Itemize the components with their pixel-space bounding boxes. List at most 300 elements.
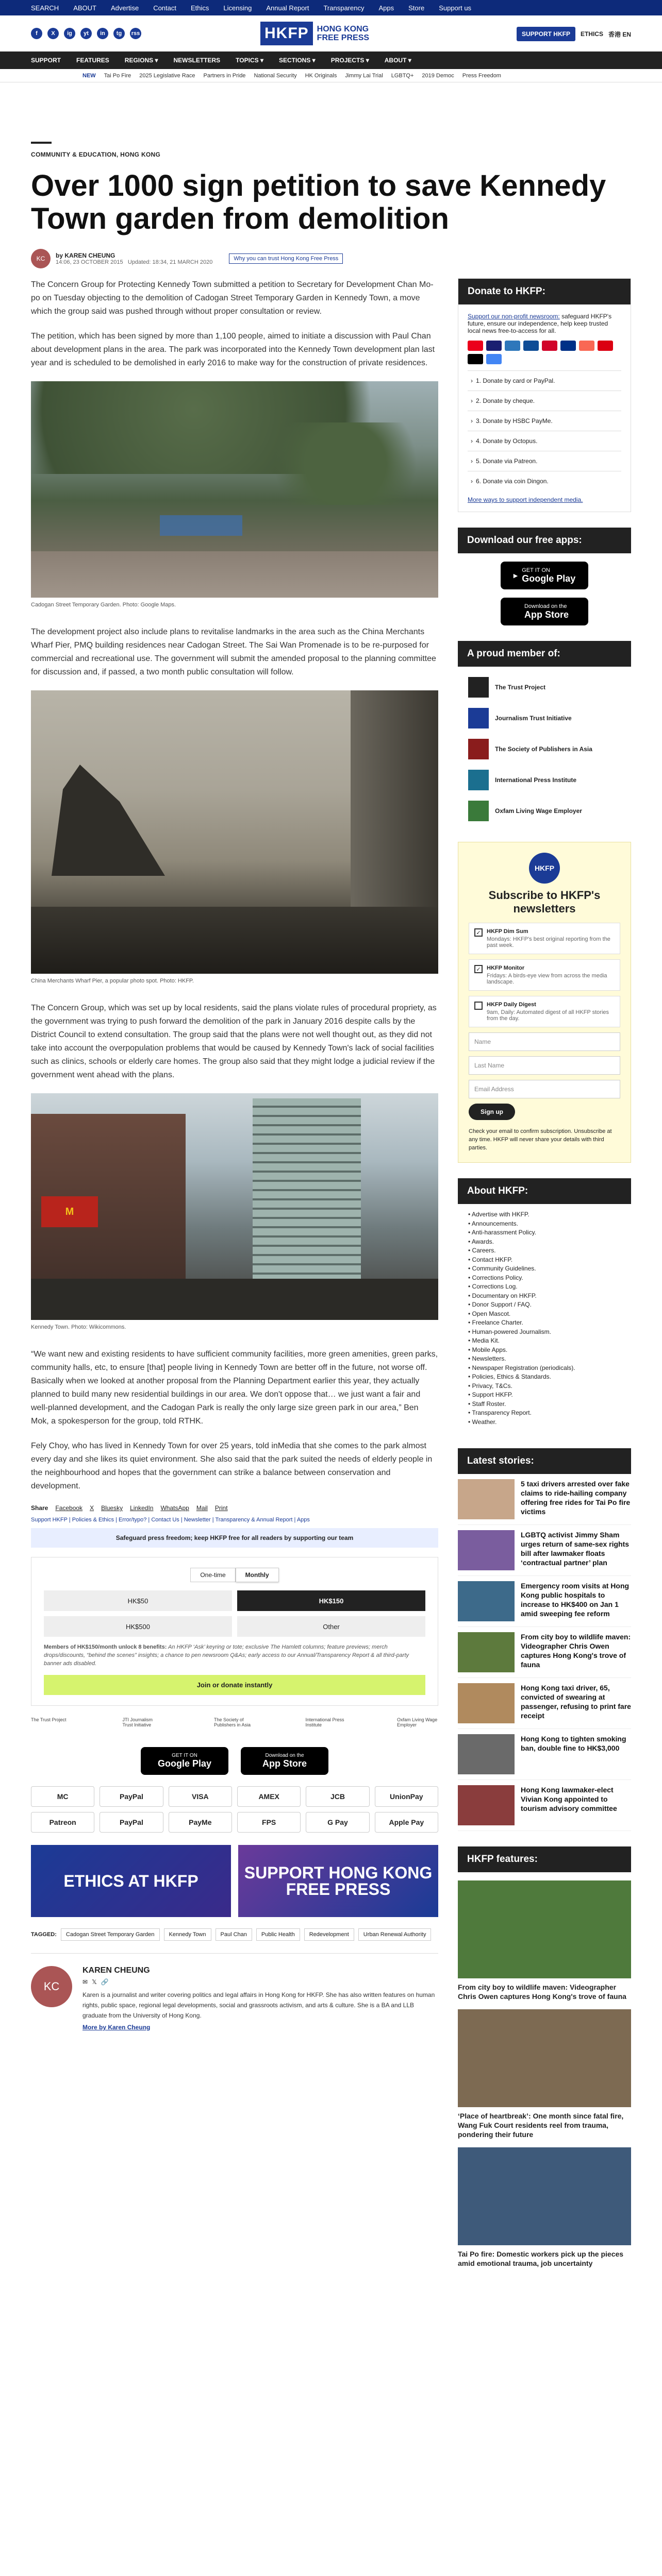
paragraph: The Concern Group, which was set up by local residents, said the plans violate rules of procedural propriety, as the government was trying to push forward the demolition of the park in January 2016 despite calls by the District Council to extend consultation. The group said that the plans were not well thought out, as they did not take into account the overpopulation problems that would be caused by Kennedy Town's lack of social facilities such as clinics, schools or elderly care homes. The group also said that they might lodge a judicial review if the government went ahead with the plans. bbox=[31, 1004, 437, 1079]
member-org[interactable] bbox=[458, 795, 631, 826]
bullet-icon: • bbox=[468, 1382, 472, 1389]
member-org-name: Oxfam Living Wage Employer bbox=[495, 807, 582, 815]
org-logo-icon bbox=[468, 739, 489, 759]
latest-story[interactable] bbox=[458, 1729, 631, 1780]
about-link[interactable] bbox=[468, 1274, 621, 1283]
topbar-link-2[interactable]: Advertise bbox=[110, 4, 139, 12]
logo-mark: HKFP bbox=[260, 22, 313, 45]
ethics-link[interactable]: ETHICS bbox=[580, 30, 603, 38]
nav-item[interactable]: SUPPORT bbox=[31, 57, 61, 64]
about-link[interactable] bbox=[468, 1418, 621, 1427]
about-link-label: Transparency Report. bbox=[472, 1409, 532, 1416]
share-bar bbox=[31, 1504, 438, 1512]
email-icon[interactable]: ✉ bbox=[82, 1978, 88, 1986]
about-heading: About HKFP: bbox=[458, 1178, 631, 1204]
donate-heading: Donate to HKFP: bbox=[458, 279, 631, 304]
article-title: Over 1000 sign petition to save Kennedy Town garden from demolition bbox=[31, 169, 606, 235]
article-category[interactable]: COMMUNITY & EDUCATION, HONG KONG bbox=[31, 151, 161, 158]
donate-method-label: 3. Donate by HSBC PayMe. bbox=[476, 417, 553, 425]
app-store-small: Download on the bbox=[265, 1753, 304, 1758]
google-play-small: GET IT ON bbox=[172, 1753, 197, 1758]
tags-label: TAGGED: bbox=[31, 1931, 57, 1938]
share-link[interactable]: WhatsApp bbox=[160, 1504, 189, 1512]
newsletter-option[interactable] bbox=[469, 959, 620, 991]
member-org-name: International Press Institute bbox=[495, 776, 577, 784]
payment-method: UnionPay bbox=[375, 1786, 438, 1807]
member-org[interactable] bbox=[458, 765, 631, 795]
payment-method: AMEX bbox=[237, 1786, 301, 1807]
partner-logo[interactable]: The Trust Project bbox=[31, 1717, 67, 1722]
sidebar-app-store-button[interactable] bbox=[501, 598, 588, 625]
ticker-item[interactable]: National Security bbox=[254, 72, 297, 79]
bullet-icon: • bbox=[468, 1247, 472, 1254]
category-rule bbox=[31, 142, 52, 144]
latest-story[interactable] bbox=[458, 1780, 631, 1831]
photo-garden[interactable] bbox=[31, 381, 438, 598]
updated-date: Updated: 18:34, 21 MARCH 2020 bbox=[127, 259, 213, 265]
byline bbox=[31, 249, 631, 268]
social-icon[interactable]: f bbox=[31, 28, 42, 39]
trust-button[interactable]: Why you can trust Hong Kong Free Press bbox=[229, 253, 343, 264]
share-link[interactable]: LinkedIn bbox=[130, 1504, 154, 1512]
about-link[interactable] bbox=[468, 1346, 621, 1355]
about-link-label: Anti-harassment Policy. bbox=[471, 1229, 537, 1236]
newsletter-option-text bbox=[487, 965, 615, 985]
member-org[interactable] bbox=[458, 703, 631, 734]
newsletter-signup-button[interactable]: Sign up bbox=[469, 1104, 515, 1120]
about-link-label: Careers. bbox=[472, 1247, 496, 1254]
sidebar-as-label: App Store bbox=[524, 609, 569, 620]
about-link[interactable] bbox=[468, 1246, 621, 1256]
bullet-icon: • bbox=[468, 1229, 472, 1236]
newsletter-option-desc: Fridays: A birds-eye view from across the media landscape. bbox=[487, 973, 607, 985]
main-nav bbox=[0, 52, 662, 69]
about-link[interactable] bbox=[468, 1336, 621, 1346]
story-title[interactable]: LGBTQ activist Jimmy Sham urges return of same-sex rights bill after lawmaker floats ‘contractual partner’ plan bbox=[521, 1531, 630, 1567]
about-link[interactable] bbox=[468, 1300, 621, 1310]
ticker-item[interactable]: Partners in Pride bbox=[203, 72, 246, 79]
paragraph: The Concern Group for Protecting Kennedy Town submitted a petition to Secretary for Development Chan Mo-po on Tuesday objecting to the demolition of Cadogan Street Temporary Garden in Kennedy Town, a move which the group said was pushed through without proper consultation or review. bbox=[31, 280, 434, 316]
join-button[interactable]: Join or donate instantly bbox=[44, 1675, 425, 1695]
chevron-right-icon: › bbox=[471, 417, 473, 425]
bullet-icon: • bbox=[468, 1219, 472, 1227]
apps-heading: Download our free apps: bbox=[458, 528, 631, 553]
topbar-link-7[interactable]: Transparency bbox=[323, 4, 365, 12]
sidebar-gp-small: GET IT ON bbox=[522, 567, 550, 573]
about-link-label: Freelance Charter. bbox=[472, 1319, 523, 1326]
about-link[interactable] bbox=[468, 1219, 621, 1229]
chevron-right-icon: › bbox=[471, 397, 473, 404]
author-box bbox=[31, 1953, 438, 2031]
topbar-link-3[interactable]: Contact bbox=[153, 4, 176, 12]
about-link-label: Contact HKFP. bbox=[472, 1256, 513, 1263]
org-logo-icon bbox=[468, 708, 489, 728]
bullet-icon: • bbox=[468, 1301, 472, 1308]
frequency-toggle bbox=[44, 1568, 425, 1582]
newsletter-title: Subscribe to HKFP's newsletters bbox=[488, 889, 601, 915]
story-thumbnail[interactable] bbox=[458, 1785, 515, 1825]
author-name[interactable]: KAREN CHEUNG bbox=[64, 252, 115, 259]
bullet-icon: • bbox=[468, 1265, 472, 1272]
newsletter-input[interactable]: Email Address bbox=[469, 1080, 620, 1098]
bullet-icon: • bbox=[468, 1409, 472, 1416]
support-link[interactable]: Support our non-profit newsroom: bbox=[468, 313, 560, 320]
member-heading: A proud member of: bbox=[458, 641, 631, 667]
story-thumbnail[interactable] bbox=[458, 1734, 515, 1774]
member-org-name: The Society of Publishers in Asia bbox=[495, 745, 592, 753]
footer-links[interactable]: Support HKFP | Policies & Ethics | Error/typo? | Contact Us | Newsletter | Transparency & Annual Report | Apps bbox=[31, 1517, 310, 1523]
bullet-icon: • bbox=[468, 1400, 472, 1408]
partner-logo[interactable]: The Society of Publishers in Asia bbox=[214, 1717, 251, 1727]
feature-story[interactable] bbox=[458, 2147, 631, 2268]
about-link-label: Human-powered Journalism. bbox=[472, 1328, 551, 1335]
ticker-item[interactable]: Tai Po Fire bbox=[104, 72, 131, 79]
app-store-button[interactable] bbox=[241, 1747, 328, 1775]
newsletter-option-desc: 9am, Daily: Automated digest of all HKFP stories from the day. bbox=[487, 1009, 609, 1022]
bullet-icon: • bbox=[468, 1274, 472, 1281]
topbar-link-9[interactable]: Store bbox=[408, 4, 425, 12]
partner-logos bbox=[31, 1717, 438, 1736]
topbar-link-10[interactable]: Support us bbox=[439, 4, 472, 12]
donate-intro: safeguard HKFP's future, ensure our independence, help keep trusted local news free-to-access for all. bbox=[468, 313, 612, 334]
about-link-label: Corrections Log. bbox=[472, 1283, 518, 1290]
partner-logo[interactable]: International Press Institute bbox=[305, 1717, 344, 1727]
amount-50[interactable]: HK$50 bbox=[44, 1590, 232, 1611]
author-avatar[interactable]: KC bbox=[31, 249, 51, 268]
newsletter-option-name: HKFP Daily Digest bbox=[487, 1002, 536, 1008]
ticker-item[interactable]: 2019 Democ bbox=[422, 72, 454, 79]
feature-story[interactable] bbox=[458, 2009, 631, 2139]
tag-link[interactable]: Public Health bbox=[256, 1928, 300, 1941]
payment-method: VISA bbox=[169, 1786, 232, 1807]
about-link-label: Documentary on HKFP. bbox=[472, 1292, 537, 1299]
paypal-icon bbox=[560, 341, 576, 351]
about-link-label: Corrections Policy. bbox=[472, 1274, 523, 1281]
share-link[interactable]: Mail bbox=[196, 1504, 208, 1512]
newsletter-input[interactable]: Name bbox=[469, 1032, 620, 1051]
applepay-icon bbox=[468, 354, 483, 364]
app-store-label: App Store bbox=[262, 1758, 307, 1769]
newsletter-option-name: HKFP Dim Sum bbox=[487, 928, 528, 935]
payment-method: PayPal bbox=[100, 1786, 163, 1807]
author-bio: Karen is a journalist and writer covering politics and legal affairs in Hong Kong for HKFP. She has also written features on human rights, public space, regional legal developments, social and grassroots activism, and arts & culture. She is a BA and LLB graduate from the University of Hong Kong. bbox=[82, 1991, 435, 2019]
nav-item[interactable]: ABOUT ▾ bbox=[384, 57, 411, 64]
play-icon: ▶ bbox=[513, 572, 518, 579]
about-link-label: Support HKFP. bbox=[472, 1391, 513, 1398]
tag-link[interactable]: Kennedy Town bbox=[164, 1928, 211, 1941]
share-link[interactable]: Facebook bbox=[55, 1504, 83, 1512]
about-link-label: Donor Support / FAQ. bbox=[472, 1301, 532, 1308]
about-link-label: Newsletters. bbox=[472, 1355, 506, 1362]
ethics-banner[interactable]: ETHICS AT HKFP bbox=[31, 1845, 231, 1917]
latest-story[interactable] bbox=[458, 1627, 631, 1678]
payment-method: MC bbox=[31, 1786, 94, 1807]
newsletter-option-name: HKFP Monitor bbox=[487, 965, 525, 971]
about-link-label: Awards. bbox=[471, 1238, 494, 1245]
donate-widget bbox=[31, 1557, 438, 1706]
nav-item[interactable]: REGIONS ▾ bbox=[124, 57, 158, 64]
partner-logo[interactable]: Oxfam Living Wage Employer bbox=[397, 1717, 438, 1727]
latest-story[interactable] bbox=[458, 1525, 631, 1576]
donate-method-row[interactable] bbox=[468, 451, 621, 471]
about-link[interactable] bbox=[468, 1391, 621, 1400]
checkbox[interactable]: ✓ bbox=[474, 965, 483, 973]
about-link[interactable] bbox=[468, 1310, 621, 1319]
share-link[interactable]: Bluesky bbox=[101, 1504, 123, 1512]
more-ways-link[interactable]: More ways to support independent media. bbox=[468, 496, 583, 503]
ticker-new-label: NEW bbox=[82, 72, 96, 79]
sidebar bbox=[458, 278, 631, 2268]
donate-method-row[interactable] bbox=[468, 471, 621, 491]
story-title[interactable]: 5 taxi drivers arrested over fake claims to ride-hailing company offering free rides for Tai Po fire victims bbox=[521, 1480, 631, 1516]
publish-date: 14:06, 23 OCTOBER 2015 bbox=[56, 259, 123, 265]
photo-caption: Cadogan Street Temporary Garden. Photo: Google Maps. bbox=[31, 602, 176, 608]
donate-method-label: 6. Donate via coin Dingon. bbox=[476, 478, 549, 485]
about-link-label: Policies, Ethics & Standards. bbox=[472, 1373, 551, 1380]
amount-150[interactable]: HK$150 bbox=[237, 1590, 425, 1611]
author-box-name[interactable]: KAREN CHEUNG bbox=[82, 1966, 150, 1975]
member-org-name: The Trust Project bbox=[495, 684, 546, 691]
support-button[interactable]: SUPPORT HKFP bbox=[517, 27, 575, 41]
google-play-button[interactable] bbox=[141, 1747, 228, 1775]
paragraph: The development project also include plans to revitalise landmarks in the area such as the China Merchants Wharf Pier, PMQ building residences near Cadogan Street. The Sai Wan Promenade is to be re-purposed for commercial and recreational use. The government will submit the amended proposal to the planning committee for discussion and, if passed, a two month public consultation will follow. bbox=[31, 628, 436, 676]
nav-item[interactable]: NEWSLETTERS bbox=[173, 57, 221, 64]
ticker-item[interactable]: Jimmy Lai Trial bbox=[345, 72, 383, 79]
donate-method-row[interactable] bbox=[468, 370, 621, 391]
donate-method-row[interactable] bbox=[468, 391, 621, 411]
tag-link[interactable]: Paul Chan bbox=[216, 1928, 252, 1941]
story-thumbnail[interactable] bbox=[458, 1581, 515, 1621]
bullet-icon: • bbox=[468, 1256, 472, 1263]
author-social bbox=[82, 1978, 438, 1986]
feature-title[interactable]: Tai Po fire: Domestic workers pick up the pieces amid emotional trauma, job uncertainty bbox=[458, 2250, 624, 2267]
member-benefits-text: An HKFP ‘Ask’ keyring or tote; exclusive The Hamlett columns; feature previews; merch drops/discounts, “behind the scenes” insights; a chance to pen newsroom Q&As; early access to our Annual/Transparency Report & all third-party banner ads disabled. bbox=[44, 1644, 409, 1667]
story-title[interactable]: From city boy to wildlife maven: Videographer Chris Owen captures Hong Kong's trove of fauna bbox=[521, 1633, 631, 1669]
about-link-label: Advertise with HKFP. bbox=[471, 1211, 529, 1218]
topbar-link-4[interactable]: Ethics bbox=[191, 4, 209, 12]
about-link[interactable] bbox=[468, 1282, 621, 1292]
payme-icon bbox=[598, 341, 613, 351]
topbar-link-5[interactable]: Licensing bbox=[223, 4, 252, 12]
safeguard-banner[interactable]: Safeguard press freedom; keep HKFP free for all readers by supporting our team bbox=[31, 1528, 438, 1548]
about-link[interactable] bbox=[468, 1228, 621, 1238]
tag-link[interactable]: Urban Renewal Authority bbox=[358, 1928, 432, 1941]
about-link[interactable] bbox=[468, 1409, 621, 1418]
mastercard-icon bbox=[468, 341, 483, 351]
app-store-buttons bbox=[31, 1747, 438, 1775]
about-link[interactable] bbox=[468, 1354, 621, 1364]
ticker-item[interactable]: Press Freedom bbox=[462, 72, 501, 79]
member-org[interactable] bbox=[458, 734, 631, 765]
article-body bbox=[31, 278, 438, 2031]
patreon-icon bbox=[579, 341, 594, 351]
nav-item[interactable]: FEATURES bbox=[76, 57, 109, 64]
about-link[interactable] bbox=[468, 1292, 621, 1301]
ticker-item[interactable]: LGBTQ+ bbox=[391, 72, 414, 79]
member-benefits-title: Members of HK$150/month unlock 8 benefits: bbox=[44, 1644, 167, 1650]
story-thumbnail[interactable] bbox=[458, 1632, 515, 1672]
amount-500[interactable]: HK$500 bbox=[44, 1616, 232, 1637]
bullet-icon: • bbox=[468, 1328, 472, 1335]
bullet-icon: • bbox=[468, 1364, 472, 1371]
about-link[interactable] bbox=[468, 1382, 621, 1391]
topbar-link-1[interactable]: ABOUT bbox=[73, 4, 96, 12]
about-link-label: Newspaper Registration (periodicals). bbox=[472, 1364, 575, 1371]
newsletter-option[interactable] bbox=[469, 996, 620, 1027]
google-play-label: Google Play bbox=[157, 1758, 212, 1769]
donate-method-label: 1. Donate by card or PayPal. bbox=[476, 377, 555, 384]
about-link[interactable] bbox=[468, 1400, 621, 1409]
chevron-right-icon: › bbox=[471, 478, 473, 485]
donate-method-row[interactable] bbox=[468, 411, 621, 431]
about-link[interactable] bbox=[468, 1238, 621, 1247]
newsletter-option-text bbox=[487, 1002, 615, 1022]
newsletter-option[interactable] bbox=[469, 923, 620, 954]
payment-method: PayMe bbox=[169, 1812, 232, 1833]
bullet-icon: • bbox=[468, 1292, 472, 1299]
payment-method: PayPal bbox=[100, 1812, 163, 1833]
share-link[interactable]: X bbox=[90, 1504, 94, 1512]
payment-icons bbox=[468, 341, 621, 364]
link-icon[interactable]: 🔗 bbox=[101, 1978, 109, 1986]
about-link-label: Community Guidelines. bbox=[472, 1265, 536, 1272]
checkbox[interactable] bbox=[474, 1002, 483, 1010]
photo-kennedy-town[interactable]: M bbox=[31, 1093, 438, 1320]
social-icon[interactable]: X bbox=[47, 28, 59, 39]
amount-options bbox=[44, 1590, 425, 1637]
ticker-item[interactable]: HK Originals bbox=[305, 72, 337, 79]
about-link[interactable] bbox=[468, 1256, 621, 1265]
more-by-author[interactable]: More by Karen Cheung bbox=[82, 2024, 151, 2031]
bullet-icon: • bbox=[468, 1238, 472, 1245]
about-link[interactable] bbox=[468, 1372, 621, 1382]
bullet-icon: • bbox=[468, 1418, 472, 1426]
promo-banners bbox=[31, 1845, 438, 1917]
feature-title[interactable]: ‘Place of heartbreak’: One month since fatal fire, Wang Fuk Court residents reel from trauma, pondering their future bbox=[458, 2112, 624, 2139]
social-icon[interactable]: ig bbox=[64, 28, 75, 39]
about-link-label: Mobile Apps. bbox=[472, 1346, 508, 1353]
bullet-icon: • bbox=[468, 1355, 472, 1362]
feature-thumbnail[interactable] bbox=[458, 2147, 631, 2245]
member-org[interactable] bbox=[458, 672, 631, 703]
about-link-label: Staff Roster. bbox=[472, 1400, 506, 1408]
donate-method-row[interactable] bbox=[468, 431, 621, 451]
monthly-option[interactable]: Monthly bbox=[236, 1568, 279, 1582]
story-thumbnail[interactable] bbox=[458, 1530, 515, 1570]
ticker-item[interactable]: 2025 Legislative Race bbox=[139, 72, 195, 79]
bullet-icon: • bbox=[468, 1373, 472, 1380]
share-link[interactable]: Print bbox=[214, 1504, 228, 1512]
story-title[interactable]: Hong Kong lawmaker-elect Vivian Kong appointed to tourism advisory committee bbox=[521, 1786, 617, 1812]
sidebar-as-small: Download on the bbox=[524, 603, 567, 609]
topbar-link-6[interactable]: Annual Report bbox=[266, 4, 309, 12]
photo-caption: China Merchants Wharf Pier, a popular photo spot. Photo: HKFP. bbox=[31, 978, 194, 984]
org-logo-icon bbox=[468, 801, 489, 821]
feature-thumbnail[interactable] bbox=[458, 2009, 631, 2107]
nav-item[interactable]: SECTIONS ▾ bbox=[278, 57, 316, 64]
photo-pier[interactable] bbox=[31, 690, 438, 974]
latest-story[interactable] bbox=[458, 1576, 631, 1627]
x-icon[interactable]: 𝕏 bbox=[92, 1978, 97, 1986]
bullet-icon: • bbox=[468, 1283, 472, 1290]
payment-methods bbox=[31, 1786, 438, 1833]
amount-other[interactable]: Other bbox=[237, 1616, 425, 1637]
tag-link[interactable]: Redevelopment bbox=[304, 1928, 354, 1941]
donate-card bbox=[458, 278, 631, 512]
about-link-label: Media Kit. bbox=[472, 1337, 500, 1344]
about-link[interactable] bbox=[468, 1328, 621, 1337]
bullet-icon: • bbox=[468, 1319, 472, 1326]
by-label: by bbox=[56, 252, 63, 259]
about-link-label: Open Mascot. bbox=[472, 1310, 511, 1317]
latest-story[interactable] bbox=[458, 1678, 631, 1729]
sidebar-google-play-button[interactable] bbox=[501, 562, 588, 589]
logo-line1: HONG KONG bbox=[317, 25, 369, 33]
feature-title[interactable]: From city boy to wildlife maven: Videographer Chris Owen captures Hong Kong's trove of fauna bbox=[458, 1983, 626, 2001]
about-link-label: Announcements. bbox=[471, 1219, 518, 1227]
story-thumbnail[interactable] bbox=[458, 1479, 515, 1519]
topbar-link-0[interactable]: SEARCH bbox=[31, 4, 59, 12]
tags bbox=[31, 1928, 438, 1941]
donate-method-label: 4. Donate by Octopus. bbox=[476, 437, 538, 445]
newsletter-signup bbox=[458, 842, 631, 1163]
payment-method: JCB bbox=[306, 1786, 369, 1807]
tag-link[interactable]: Cadogan Street Temporary Garden bbox=[61, 1928, 160, 1941]
story-title[interactable]: Emergency room visits at Hong Kong public hospitals to increase to HK$400 on Jan 1 amid sweeping fee reform bbox=[521, 1582, 630, 1618]
nav-item[interactable]: PROJECTS ▾ bbox=[330, 57, 369, 64]
photo-caption: Kennedy Town. Photo: Wikicommons. bbox=[31, 1324, 126, 1330]
checkbox[interactable]: ✓ bbox=[474, 928, 483, 937]
social-icon[interactable]: rss bbox=[130, 28, 141, 39]
newsletter-option-desc: Mondays: HKFP's best original reporting from the past week. bbox=[487, 936, 610, 948]
one-time-option[interactable]: One-time bbox=[190, 1568, 235, 1582]
org-logo-icon bbox=[468, 677, 489, 698]
payment-method: Patreon bbox=[31, 1812, 94, 1833]
story-title[interactable]: Hong Kong to tighten smoking ban, double fine to HK$3,000 bbox=[521, 1735, 626, 1752]
site-logo[interactable] bbox=[260, 22, 369, 45]
visa-icon bbox=[486, 341, 502, 351]
newsletter-input[interactable]: Last Name bbox=[469, 1056, 620, 1075]
about-link[interactable] bbox=[468, 1364, 621, 1373]
latest-story[interactable] bbox=[458, 1474, 631, 1525]
language-switch[interactable]: 香港 EN bbox=[608, 30, 631, 38]
org-logo-icon bbox=[468, 770, 489, 790]
about-link[interactable] bbox=[468, 1210, 621, 1219]
author-photo[interactable]: KC bbox=[31, 1966, 72, 2007]
member-org-name: Journalism Trust Initiative bbox=[495, 715, 572, 722]
bullet-icon: • bbox=[468, 1310, 472, 1317]
bullet-icon: • bbox=[468, 1337, 472, 1344]
story-thumbnail[interactable] bbox=[458, 1683, 515, 1723]
nav-item[interactable]: TOPICS ▾ bbox=[236, 57, 263, 64]
support-banner[interactable]: SUPPORT HONG KONG FREE PRESS bbox=[238, 1845, 438, 1917]
story-title[interactable]: Hong Kong taxi driver, 65, convicted of swearing at passenger, refusing to print fare receipt bbox=[521, 1684, 631, 1720]
about-link-label: Privacy, T&Cs. bbox=[472, 1382, 512, 1389]
amex-icon bbox=[505, 341, 520, 351]
topbar-link-8[interactable]: Apps bbox=[378, 4, 394, 12]
about-link[interactable] bbox=[468, 1264, 621, 1274]
chevron-right-icon: › bbox=[471, 377, 473, 384]
gpay-icon bbox=[486, 354, 502, 364]
partner-logo[interactable]: JTI Journalism Trust Initiative bbox=[122, 1717, 153, 1727]
social-icon[interactable]: in bbox=[97, 28, 108, 39]
social-icon[interactable]: tg bbox=[113, 28, 125, 39]
about-link[interactable] bbox=[468, 1318, 621, 1328]
feature-thumbnail[interactable] bbox=[458, 1880, 631, 1978]
logo-line2: FREE PRESS bbox=[317, 33, 370, 42]
social-icon[interactable]: yt bbox=[80, 28, 92, 39]
feature-story[interactable] bbox=[458, 1880, 631, 2001]
